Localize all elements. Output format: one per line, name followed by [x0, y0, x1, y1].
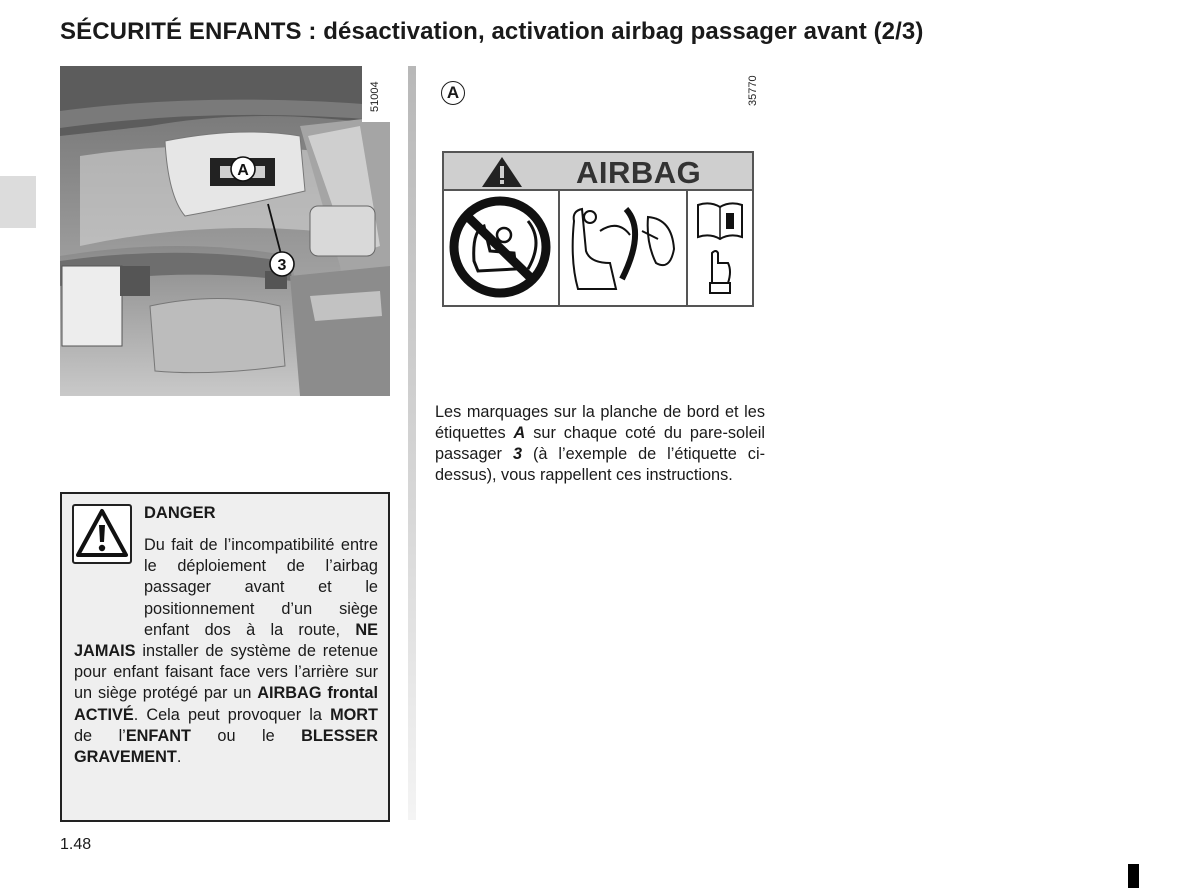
danger-p2: installer de système de retenue pour enfant faisant face vers l’arrière sur un siège protégé par un: [74, 642, 378, 703]
callout-3-label: 3: [277, 257, 287, 274]
section-tab: [0, 176, 36, 228]
danger-p6: .: [176, 748, 182, 767]
body-text-3: (à l’exemple de l’étiquette ci-dessus), vous rappellent ces instructions.: [435, 445, 765, 484]
danger-b2: AIRBAG frontal ACTIVÉ: [74, 684, 379, 724]
danger-title: DANGER: [144, 504, 216, 522]
body-text-2: sur chaque coté du pare-soleil passager: [435, 424, 765, 463]
label-header: [444, 153, 752, 191]
label-heading: AIRBAG: [576, 155, 702, 190]
danger-box: [60, 492, 390, 822]
interior-illustration: [60, 66, 390, 396]
danger-b3: MORT: [330, 705, 378, 724]
label-cell-deployment: [560, 191, 688, 305]
page-title: SÉCURITÉ ENFANTS : désactivation, activation airbag passager avant (2/3): [60, 18, 924, 45]
callout-a-label: A: [237, 162, 249, 179]
airbag-warning-label: [442, 151, 754, 307]
danger-b5: BLESSER GRAVEMENT: [74, 726, 378, 767]
airbag-deployment-icon: [560, 191, 686, 303]
read-manual-icon: [688, 191, 752, 303]
label-cell-manual: [688, 191, 752, 305]
warning-triangle-icon: [478, 154, 526, 190]
body-text-1: Les marquages sur la planche de bord et les étiquettes: [435, 403, 765, 442]
danger-p5: ou le: [190, 726, 302, 745]
interior-photo: [60, 66, 390, 396]
label-ref-number: 35770: [747, 75, 759, 106]
body-ref-3: 3: [512, 445, 522, 463]
figure-letter: A: [441, 81, 465, 105]
page-number: 1.48: [60, 836, 92, 853]
danger-p4: de l’: [74, 726, 126, 745]
column-divider: [408, 66, 416, 820]
danger-text: [74, 535, 378, 768]
label-cell-prohibited: [444, 191, 560, 305]
body-paragraph: [435, 402, 765, 486]
danger-b1: NE JAMAIS: [74, 620, 378, 661]
danger-b4: ENFANT: [125, 726, 191, 745]
figure-ref-number: 51004: [369, 81, 381, 112]
no-rear-facing-seat-icon: [444, 191, 558, 303]
page-edge-mark: [1128, 864, 1139, 888]
body-ref-a: A: [513, 424, 526, 442]
danger-p3: . Cela peut provoquer la: [133, 705, 331, 724]
danger-p1: Du fait de l’incompatibilité entre le déploiement de l’airbag passager avant et le positionnement d’un siège enfant dos à la route,: [144, 536, 378, 639]
